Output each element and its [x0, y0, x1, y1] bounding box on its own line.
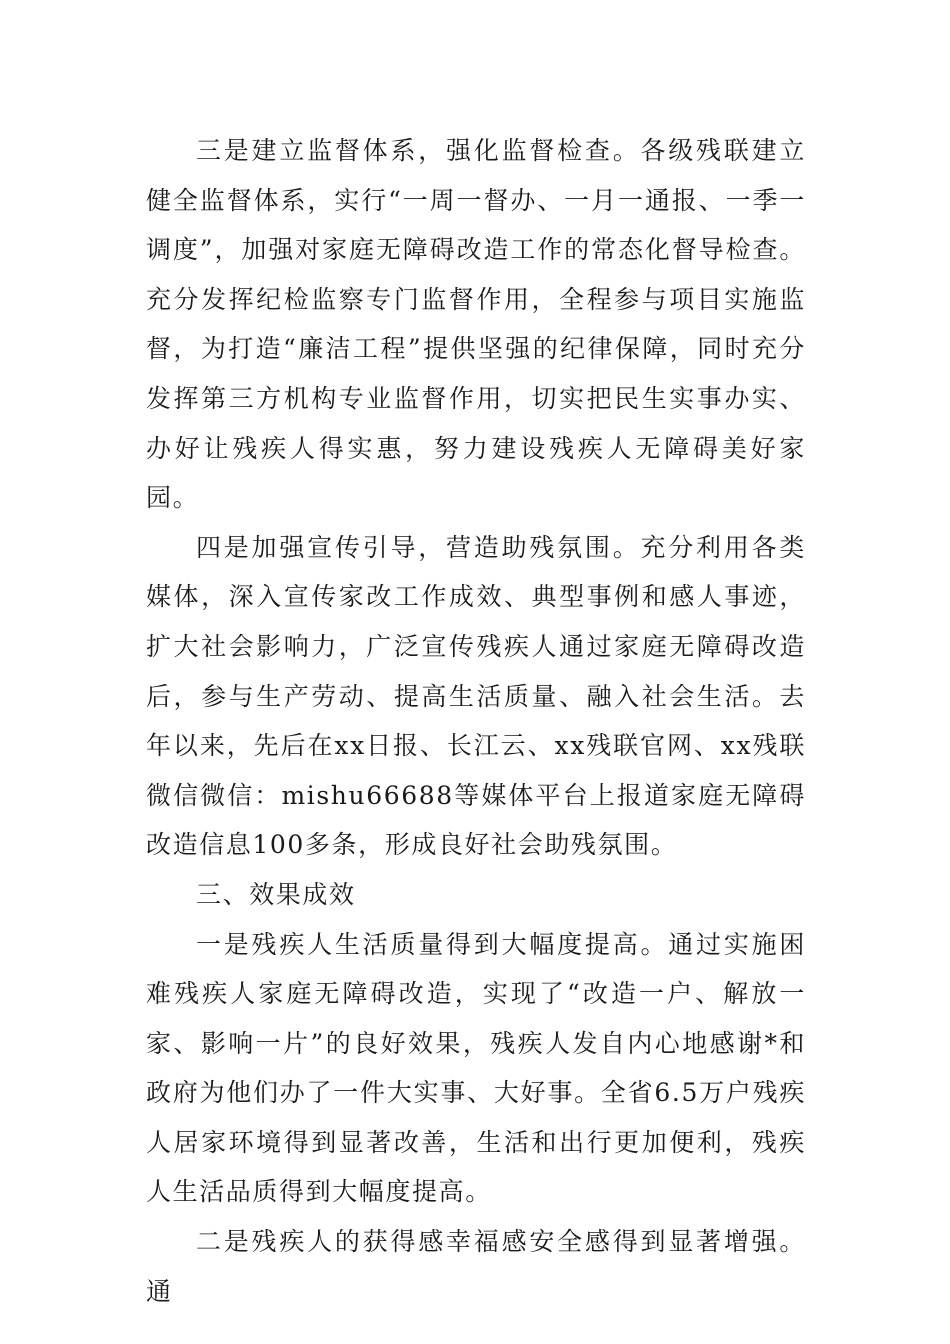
document-body: [146, 126, 806, 1316]
paragraph-quality-of-life: 一是残疾人生活质量得到大幅度提高。通过实施困难残疾人家庭无障碍改造，实现了“改造一户、解放一家、影响一片”的良好效果，残疾人发自内心地感谢*和政府为他们办了一件大实事、大好事。全省6.5万户残疾人居家环境得到显著改善，生活和出行更加便利，残疾人生活品质得到大幅度提高。: [146, 929, 806, 1207]
paragraph-supervision: 三是建立监督体系，强化监督检查。各级残联建立健全监督体系，实行“一周一督办、一月一通报、一季一调度”，加强对家庭无障碍改造工作的常态化督导检查。充分发挥纪检监察专门监督作用，全程参与项目实施监督，为打造“廉洁工程”提供坚强的纪律保障，同时充分发挥第三方机构专业监督作用，切实把民生实事办实、办好让残疾人得实惠，努力建设残疾人无障碍美好家园。: [146, 136, 806, 513]
section-heading-results: 三、效果成效: [196, 879, 356, 909]
paragraph-sense-of-gain: 二是残疾人的获得感幸福感安全感得到显著增强。通: [146, 1227, 806, 1306]
paragraph-publicity: 四是加强宣传引导，营造助残氛围。充分利用各类媒体，深入宣传家改工作成效、典型事例和感人事迹，扩大社会影响力，广泛宣传残疾人通过家庭无障碍改造后，参与生产劳动、提高生活质量、融入社会生活。去年以来，先后在xx日报、长江云、xx残联官网、xx残联微信微信：mishu66688等媒体平台上报道家庭无障碍改造信息100多条，形成良好社会助残氛围。: [146, 532, 806, 860]
